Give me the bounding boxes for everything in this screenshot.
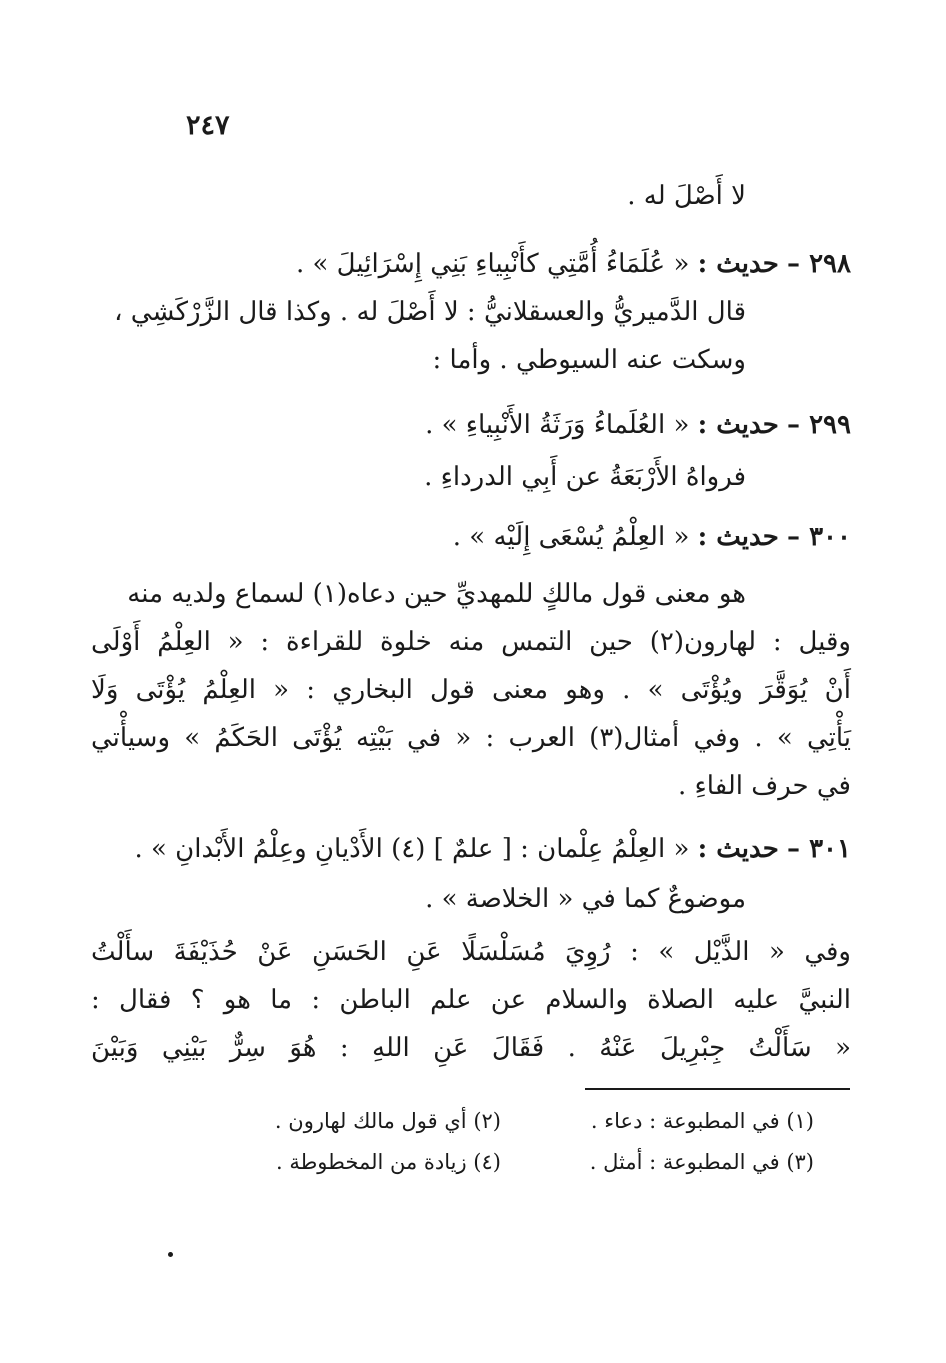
stray-dot [168, 1252, 173, 1257]
hadith-number: ٢٩٩ – [787, 410, 851, 440]
hadith-text: « عُلَمَاءُ أُمَّتِي كأَنْبِياءِ بَنِي إِسْرَائِيلَ » . [295, 249, 690, 279]
hadith-label: حديث : [697, 410, 779, 440]
footnote-2: (٢) أي قول مالك لهارون . [274, 1109, 501, 1133]
text-line-11: يَأْتِي » . وفي أمثال(٣) العرب : « في بَيْتِه يُؤْتَى الحَكَمُ » وسيأْتي [91, 723, 852, 753]
text-line-10: أَنْ يُوَقَّرَ ويُؤْتَى » . وهو معنى قول البخاري : « العِلْمُ يُؤْتَى وَلَا [91, 675, 851, 705]
footnote-4: (٤) زيادة من المخطوطة . [275, 1150, 501, 1174]
hadith-label: حديث : [697, 249, 779, 279]
hadith-number: ٢٩٨ – [787, 249, 851, 279]
text-line-6: فرواهُ الأَرْبَعَةُ عن أَبِي الدرداءِ . [424, 462, 746, 492]
footnote-1: (١) في المطبوعة : دعاء . [590, 1109, 814, 1133]
hadith-text: « العِلْمُ يُسْعَى إِلَيْه » . [452, 522, 690, 552]
hadith-label: حديث : [697, 522, 779, 552]
text-line-3: قال الدَّميريُّ والعسقلانيُّ : لا أَصْلَ له . وكذا قال الزَّرْكَشِي ، [114, 297, 746, 327]
text-line-15: وفي « الذَّيْل » : رُوِيَ مُسَلْسَلًا عَنِ الحَسَنِ عَنْ حُذَيْفَةَ سأَلْتُ [91, 937, 851, 967]
page-number: ٢٤٧ [186, 110, 230, 141]
hadith-text: « العُلَماءُ وَرَثَةُ الأَنْبِياءِ » . [425, 410, 690, 440]
hadith-299-heading [425, 405, 851, 445]
footnote-3: (٣) في المطبوعة : أمثل . [589, 1150, 814, 1174]
hadith-number: ٣٠٠ – [787, 522, 851, 552]
text-line-8: هو معنى قول مالكٍ للمهديِّ حين دعاه(١) لسماع ولديه منه [127, 579, 746, 609]
hadith-text: « العِلْمُ عِلْمان : [ علمٌ ] (٤) الأَدْيانِ وعِلْمُ الأَبْدانِ » . [134, 834, 690, 864]
text-line-12: في حرف الفاءِ . [678, 771, 851, 801]
text-line-9: وقيل : لهارون(٢) حين التمس منه خلوة للقراءة : « العِلْمُ أَوْلَى [91, 627, 851, 657]
text-line-14: موضوعٌ كما في « الخلاصة » . [425, 884, 746, 914]
hadith-300-heading [453, 517, 851, 557]
hadith-number: ٣٠١ – [787, 834, 851, 864]
footnote-separator [585, 1088, 850, 1090]
text-line-17: « سَأَلْتُ جِبْرِيلَ عَنْهُ . فَقَالَ عَنِ اللهِ : هُوَ سِرٌّ بَيْنِي وَبَيْنَ [91, 1033, 851, 1063]
hadith-label: حديث : [697, 834, 779, 864]
text-line-16: النبيَّ عليه الصلاة والسلام عن علم الباطن : ما هو ؟ فقال : [91, 985, 851, 1015]
text-line-4: وسكت عنه السيوطي . وأما : [432, 345, 746, 375]
hadith-298-heading [296, 244, 851, 284]
hadith-301-heading [134, 829, 851, 869]
text-line-1: لا أَصْلَ له . [627, 181, 746, 211]
